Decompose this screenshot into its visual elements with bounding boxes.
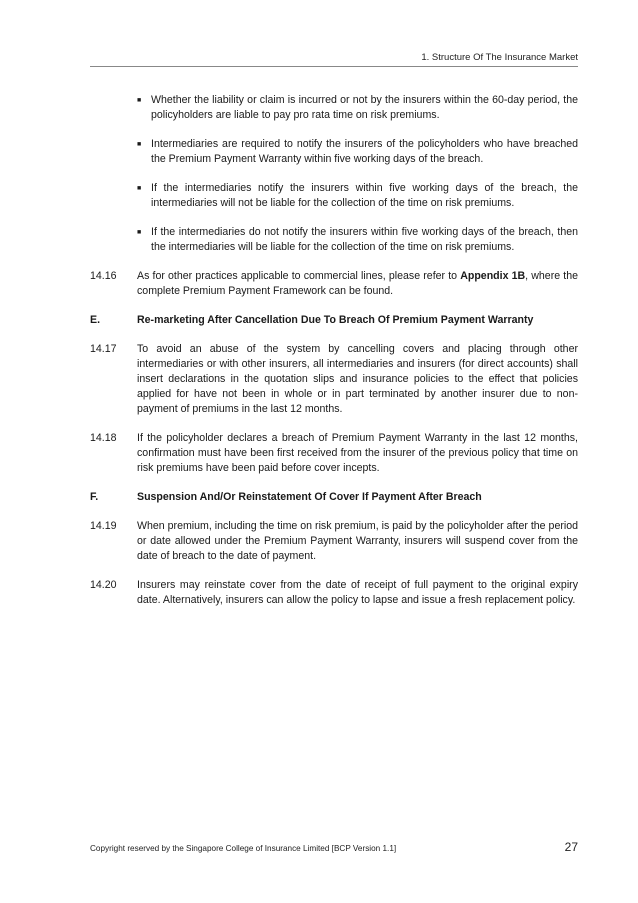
bullet-item: [90, 137, 578, 167]
header-divider: [90, 66, 578, 67]
section-heading-f: [90, 490, 578, 505]
paragraph-number: 14.16: [90, 270, 117, 282]
bullet-text: If the intermediaries do not notify the insurers within five working days of the breach, then the intermediaries will be liable for the collection of the time on risk premiums.: [151, 226, 578, 253]
bullet-item: [90, 93, 578, 123]
bullet-square-icon: ■: [137, 229, 142, 236]
bullet-square-icon: ■: [137, 185, 142, 192]
paragraph-text-part: As for other practices applicable to commercial lines, please refer to: [137, 270, 461, 282]
paragraph-text: [137, 269, 578, 299]
section-title: Suspension And/Or Reinstatement Of Cover If Payment After Breach: [137, 491, 482, 503]
section-title: Re-marketing After Cancellation Due To Breach Of Premium Payment Warranty: [137, 314, 534, 326]
bullet-item: [90, 225, 578, 255]
paragraph-14-18: [90, 431, 578, 476]
bullet-text: Intermediaries are required to notify the insurers of the policyholders who have breached the Premium Payment Warranty within five working days of the breach.: [151, 138, 578, 165]
paragraph-number: 14.20: [90, 579, 117, 591]
paragraph-text-part: , where the complete Premium Payment Framework can be found.: [137, 270, 578, 297]
paragraph-14-17: [90, 342, 578, 417]
page-number: 27: [564, 840, 578, 854]
copyright-notice: Copyright reserved by the Singapore College of Insurance Limited [BCP Version 1.1]: [90, 844, 397, 853]
section-heading-e: [90, 313, 578, 328]
paragraph-text: To avoid an abuse of the system by cancelling covers and placing through other intermediaries or with other insurers, all intermediaries and insurers (for direct accounts) shall insert declarations in the quotation slips and insurance policies to the effect that policies applied for have not been in whole or in part terminated by another insurer due to non-payment of premiums in the last 12 months.: [137, 343, 578, 415]
paragraph-14-20: [90, 578, 578, 608]
section-letter: F.: [90, 491, 99, 503]
running-header: 1. Structure Of The Insurance Market: [421, 52, 578, 63]
bullet-square-icon: ■: [137, 97, 142, 104]
paragraph-number: 14.19: [90, 520, 117, 532]
paragraph-text: When premium, including the time on risk premium, is paid by the policyholder after the period or date allowed under the Premium Payment Warranty, insurers will suspend cover from the date of breach to the date of payment.: [137, 520, 578, 562]
section-letter: E.: [90, 314, 101, 326]
page-footer: [90, 840, 578, 854]
paragraph-14-16: [90, 269, 578, 299]
paragraph-14-19: [90, 519, 578, 564]
paragraph-number: 14.18: [90, 432, 117, 444]
bullet-text: If the intermediaries notify the insurers within five working days of the breach, the intermediaries will not be liable for the collection of the time on risk premiums.: [151, 182, 578, 209]
page-body: [90, 93, 578, 622]
bullet-item: [90, 181, 578, 211]
paragraph-number: 14.17: [90, 343, 117, 355]
paragraph-text: Insurers may reinstate cover from the date of receipt of full payment to the original expiry date. Alternatively, insurers can allow the policy to lapse and issue a fresh replacement policy.: [137, 579, 578, 606]
appendix-reference: Appendix 1B: [460, 270, 526, 282]
paragraph-text: If the policyholder declares a breach of Premium Payment Warranty in the last 12 months, confirmation must have been first received from the insurer of the previous policy that time on risk premiums have been paid before cover incepts.: [137, 432, 578, 474]
bullet-text: Whether the liability or claim is incurred or not by the insurers within the 60-day period, the policyholders are liable to pay pro rata time on risk premiums.: [151, 94, 578, 121]
bullet-square-icon: ■: [137, 141, 142, 148]
